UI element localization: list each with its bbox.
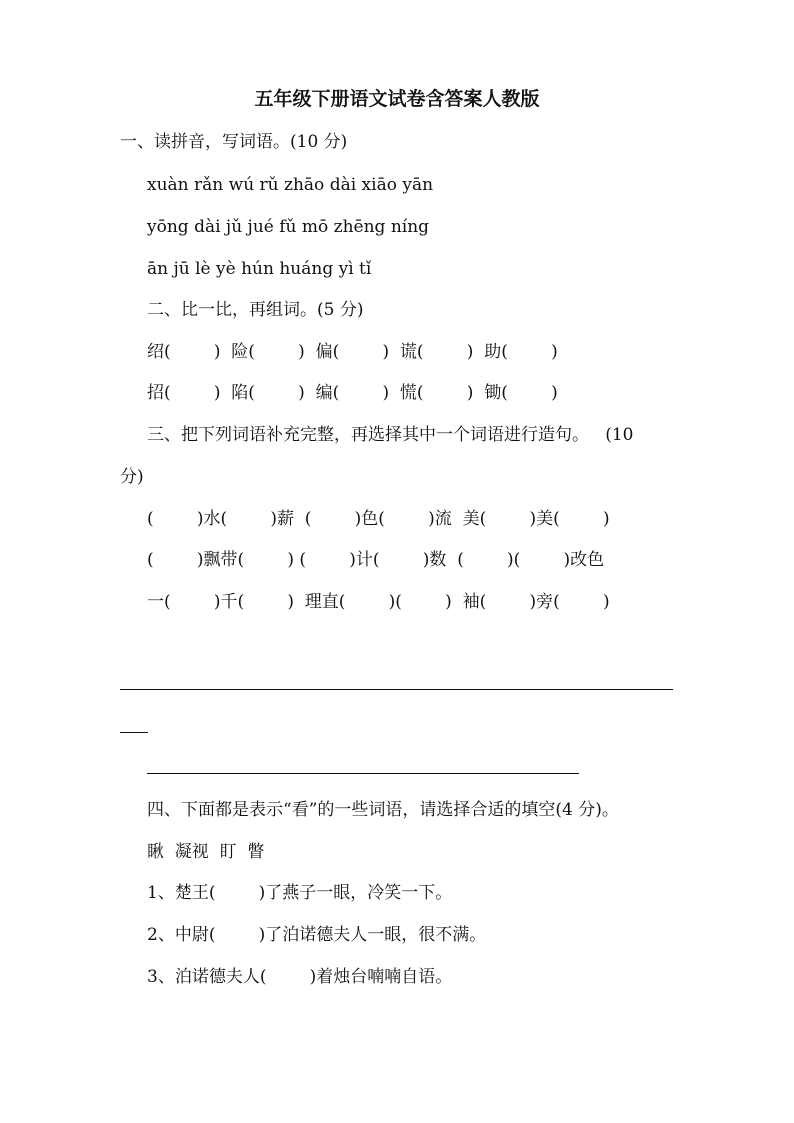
q3-row-2: ( )飘带( ) ( )计( )数 ( )( )改色 bbox=[147, 550, 605, 570]
q1-heading: 一、读拼音，写词语。(10 分) bbox=[120, 132, 348, 152]
q3-heading-continued: 分) bbox=[120, 467, 144, 487]
q4-item-2: 2、中尉( )了泊诺德夫人一眼，很不满。 bbox=[147, 925, 487, 945]
answer-line-1-wrap bbox=[120, 732, 148, 733]
q4-word-choices: 瞅 凝视 盯 瞥 bbox=[147, 842, 265, 862]
q3-row-1: ( )水( )薪 ( )色( )流 美( )美( ) bbox=[147, 509, 610, 529]
answer-line-1 bbox=[120, 689, 673, 690]
q2-row-1: 绍( ) 险( ) 偏( ) 谎( ) 助( ) bbox=[147, 342, 558, 362]
page-title: 五年级下册语文试卷含答案人教版 bbox=[254, 88, 540, 110]
q3-row-3: 一( )千( ) 理直( )( ) 袖( )旁( ) bbox=[147, 592, 610, 612]
pinyin-line-2: yōng dài jǔ jué fǔ mō zhēng níng bbox=[147, 217, 430, 237]
q4-item-1: 1、楚王( )了燕子一眼，冷笑一下。 bbox=[147, 883, 453, 903]
q2-row-2: 招( ) 陷( ) 编( ) 慌( ) 锄( ) bbox=[147, 383, 558, 403]
pinyin-line-3: ān jū lè yè hún huáng yì tǐ bbox=[147, 259, 372, 279]
q2-heading: 二、比一比，再组词。(5 分) bbox=[147, 300, 364, 320]
q4-item-3: 3、泊诺德夫人( )着烛台喃喃自语。 bbox=[147, 967, 453, 987]
q3-heading: 三、把下列词语补充完整，再选择其中一个词语进行造句。 (10 bbox=[147, 425, 634, 445]
q4-heading: 四、下面都是表示“看”的一些词语，请选择合适的填空(4 分)。 bbox=[147, 800, 619, 820]
pinyin-line-1: xuàn rǎn wú rǔ zhāo dài xiāo yān bbox=[147, 175, 434, 195]
answer-line-2 bbox=[147, 773, 579, 774]
